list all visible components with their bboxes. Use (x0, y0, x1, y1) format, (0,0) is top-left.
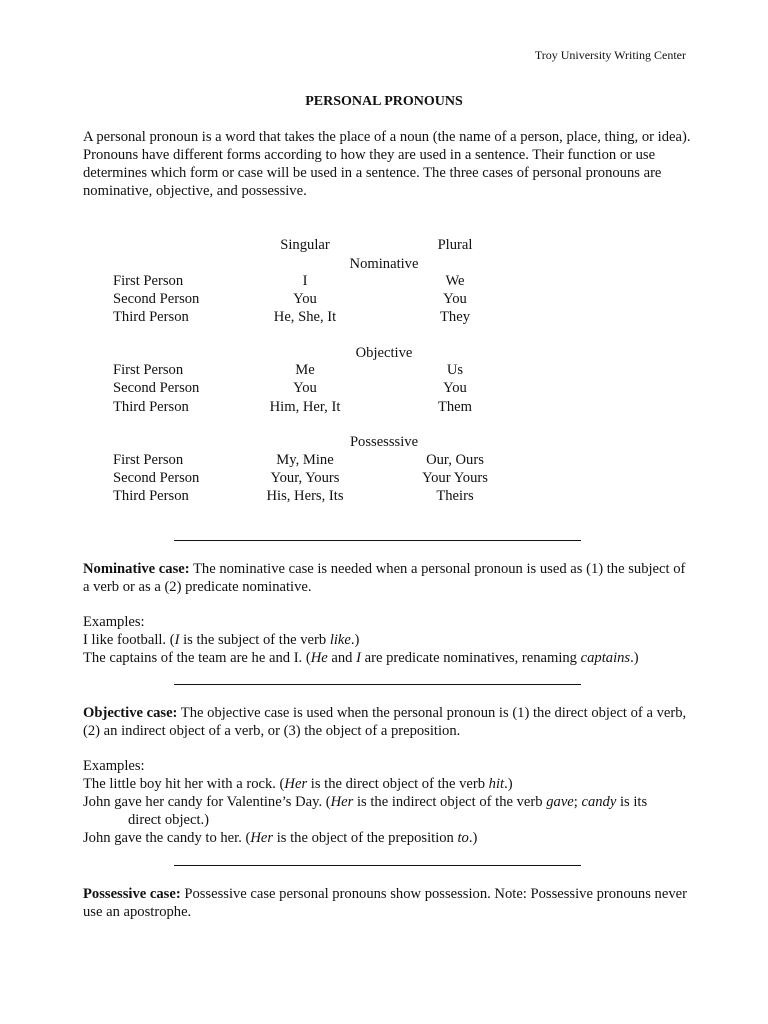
objective-case-text: The objective case is used when the personal pronoun is (1) the direct object of a verb, (2) an indirect object of a verb, or (3) the object of a preposition. (83, 705, 687, 739)
examples-label: Examples: (83, 614, 145, 630)
row-label: Third Person (113, 488, 189, 504)
row-label: Third Person (113, 309, 189, 325)
cell-plural: You (443, 380, 467, 396)
cell-singular: I (302, 273, 308, 289)
row-label: Second Person (113, 291, 200, 307)
section-title-possessive: Possesssive (349, 434, 419, 450)
cell-singular: Your, Yours (270, 470, 340, 486)
objective-case-heading: Objective case: (83, 705, 178, 721)
cell-plural: Us (446, 362, 464, 378)
cell-singular: His, Hers, Its (266, 488, 344, 504)
cell-plural: Your Yours (422, 470, 488, 486)
cell-singular: Him, Her, It (269, 399, 341, 415)
cell-plural: You (443, 291, 467, 307)
example-line-continuation: direct object.) (128, 812, 210, 828)
example-line: I like football. (I is the subject of the verb like.) (83, 632, 360, 648)
cell-plural: Theirs (436, 488, 474, 504)
page-title: PERSONAL PRONOUNS (305, 94, 463, 109)
intro-paragraph: A personal pronoun is a word that takes the place of a noun (the name of a person, place, thing, or idea). Pronouns have different forms according to how they are used in a sentence. Their function or use determines which form or case will be used in a sentence. The three cases of personal pronouns are nominative, objective, and possessive. (83, 129, 691, 199)
cell-singular: He, She, It (273, 309, 337, 325)
page-header: Troy University Writing Center (534, 48, 686, 62)
row-label: Third Person (113, 399, 189, 415)
examples-label: Examples: (83, 758, 145, 774)
cell-singular: You (293, 380, 317, 396)
column-header-singular: Singular (280, 237, 330, 253)
example-line: The captains of the team are he and I. (He and I are predicate nominatives, renaming captains.) (83, 650, 639, 666)
divider (174, 540, 581, 541)
cell-plural: We (445, 273, 465, 289)
possessive-case-heading: Possessive case: (83, 886, 181, 902)
row-label: First Person (113, 273, 184, 289)
row-label: Second Person (113, 380, 200, 396)
row-label: First Person (113, 362, 184, 378)
possessive-case-text: Possessive case personal pronouns show possession. Note: Possessive pronouns never use an apostrophe. (83, 886, 687, 920)
possessive-case-paragraph (83, 885, 693, 921)
cell-singular: You (293, 291, 317, 307)
divider (174, 865, 581, 866)
cell-plural: Our, Ours (426, 452, 484, 468)
example-line: The little boy hit her with a rock. (Her is the direct object of the verb hit.) (83, 776, 513, 792)
example-line: John gave her candy for Valentine’s Day. (Her is the indirect object of the verb gave; candy is its (83, 794, 648, 810)
nominative-case-paragraph (83, 560, 693, 596)
row-label: Second Person (113, 470, 200, 486)
row-label: First Person (113, 452, 184, 468)
column-header-plural: Plural (437, 237, 473, 253)
section-title-objective: Objective (355, 345, 413, 361)
divider (174, 684, 581, 685)
objective-case-paragraph (83, 704, 693, 740)
nominative-case-heading: Nominative case: (83, 561, 190, 577)
example-line: John gave the candy to her. (Her is the object of the preposition to.) (83, 830, 478, 846)
cell-plural: Them (437, 399, 473, 415)
section-title-nominative: Nominative (349, 256, 419, 272)
cell-singular: Me (295, 362, 315, 378)
cell-plural: They (440, 309, 470, 325)
nominative-case-text: The nominative case is needed when a personal pronoun is used as (1) the subject of a verb or as a (2) predicate nominative. (83, 561, 686, 595)
cell-singular: My, Mine (276, 452, 334, 468)
